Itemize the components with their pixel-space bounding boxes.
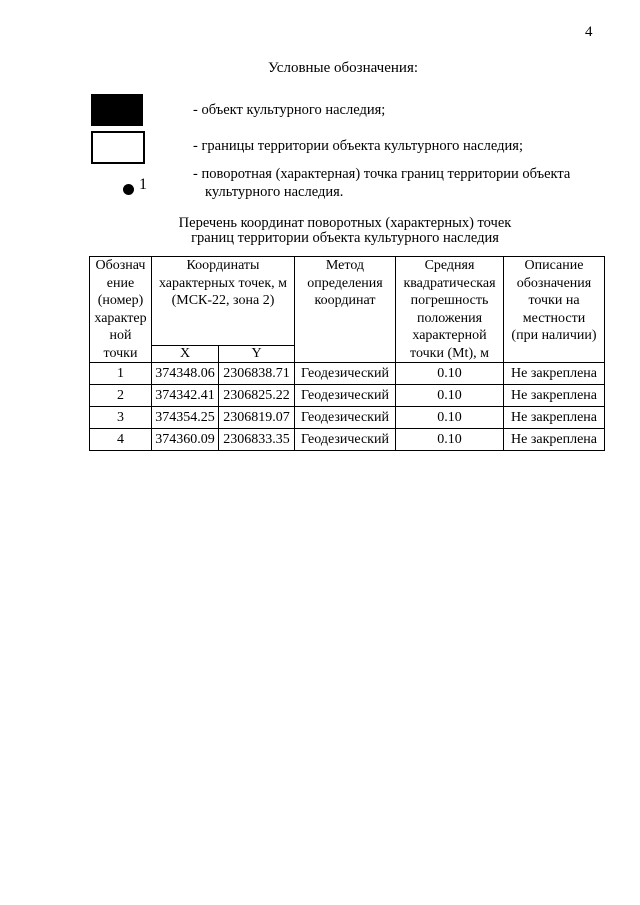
- table-row: [90, 363, 605, 385]
- cell-num: 2: [90, 385, 152, 407]
- cell-error: 0.10: [396, 429, 504, 451]
- legend-swatch-territory-boundary: [91, 131, 145, 164]
- table-row: [90, 407, 605, 429]
- cell-method: Геодезический: [295, 363, 396, 385]
- table-row: [90, 429, 605, 451]
- cell-num: 3: [90, 407, 152, 429]
- cell-x: 374360.09: [152, 429, 219, 451]
- cell-error: 0.10: [396, 385, 504, 407]
- cell-error: 0.10: [396, 363, 504, 385]
- cell-method: Геодезический: [295, 429, 396, 451]
- legend-text-turning-point-line2: культурного наследия.: [205, 184, 344, 200]
- legend-text-territory-boundary: - границы территории объекта культурного наследия;: [193, 138, 523, 154]
- cell-y: 2306838.71: [219, 363, 295, 385]
- legend-text-turning-point-line1: - поворотная (характерная) точка границ территории объекта: [193, 166, 571, 182]
- cell-method: Геодезический: [295, 407, 396, 429]
- cell-error: 0.10: [396, 407, 504, 429]
- cell-x: 374348.06: [152, 363, 219, 385]
- cell-y: 2306819.07: [219, 407, 295, 429]
- cell-y: 2306825.22: [219, 385, 295, 407]
- legend-title: Условные обозначения:: [267, 60, 419, 76]
- table-header-row: [90, 257, 605, 346]
- cell-description: Не закреплена: [504, 429, 605, 451]
- header-error: Средняя квадратическая погрешность положения характерной точки (Mt), м: [396, 257, 504, 363]
- cell-method: Геодезический: [295, 385, 396, 407]
- cell-x: 374354.25: [152, 407, 219, 429]
- table-row: [90, 385, 605, 407]
- cell-y: 2306833.35: [219, 429, 295, 451]
- table-title-line2: границ территории объекта культурного наследия: [191, 230, 499, 246]
- header-point-number: Обознач ение (номер) характер ной точки: [90, 257, 152, 363]
- header-method: Метод определения координат: [295, 257, 396, 363]
- header-coordinates: Координаты характерных точек, м (МСК-22, зона 2): [152, 257, 295, 346]
- legend-point-dot-icon: [123, 184, 134, 195]
- page-number: 4: [585, 24, 593, 40]
- legend-text-heritage-object: - объект культурного наследия;: [193, 102, 386, 118]
- cell-num: 4: [90, 429, 152, 451]
- legend-point-label: 1: [139, 176, 147, 193]
- table-title-line1: Перечень координат поворотных (характерных) точек: [178, 215, 512, 231]
- table-title: [0, 216, 640, 246]
- cell-description: Не закреплена: [504, 363, 605, 385]
- header-x: X: [152, 346, 219, 363]
- header-description: Описание обозначения точки на местности (при наличии): [504, 257, 605, 363]
- cell-description: Не закреплена: [504, 407, 605, 429]
- cell-description: Не закреплена: [504, 385, 605, 407]
- header-y: Y: [219, 346, 295, 363]
- coordinates-table: [89, 256, 605, 451]
- cell-x: 374342.41: [152, 385, 219, 407]
- legend-swatch-heritage-object: [91, 94, 143, 126]
- cell-num: 1: [90, 363, 152, 385]
